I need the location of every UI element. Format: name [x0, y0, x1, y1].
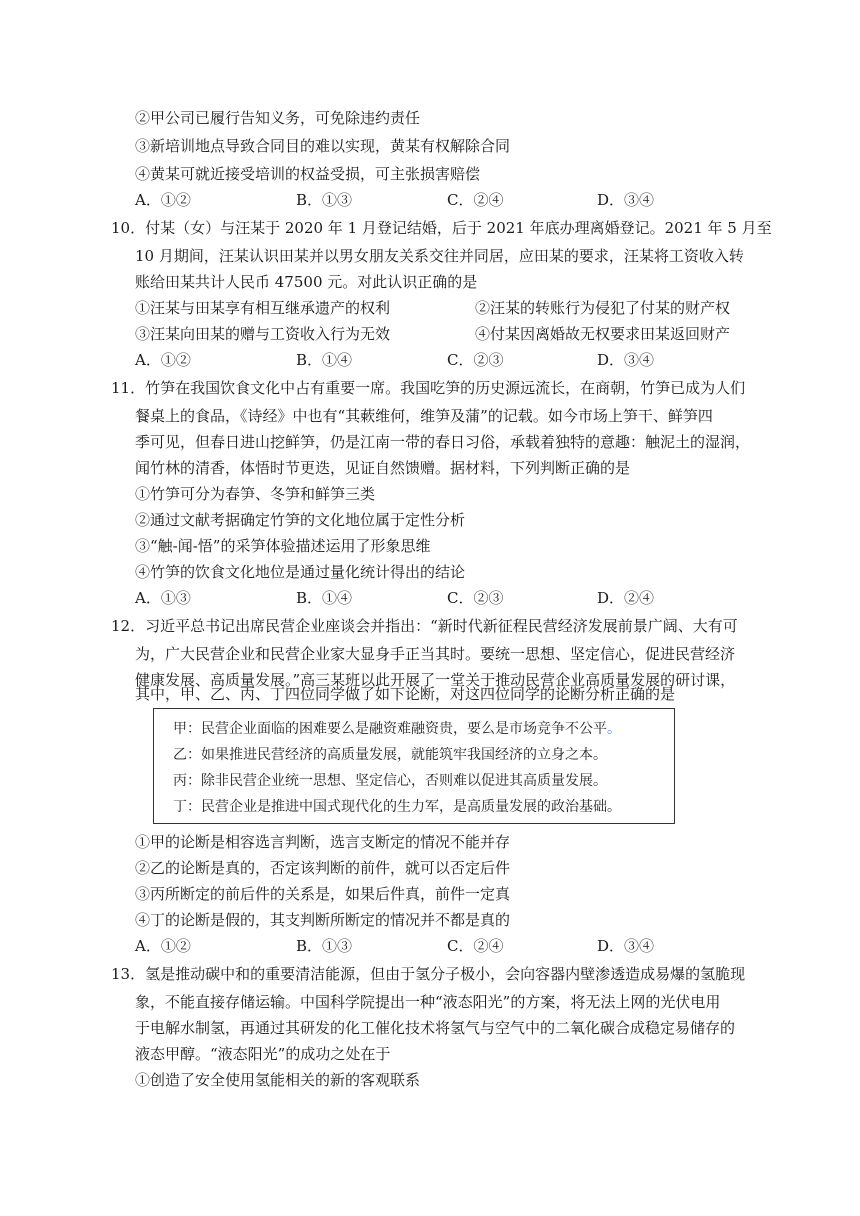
- q12-option-b: B．①③: [296, 937, 353, 955]
- q12-argument-bing: 丙：除非民营企业统一思想、坚定信心，否则难以促进其高质量发展。: [173, 773, 607, 789]
- q9-options: [135, 190, 775, 210]
- q12-option-d: D．③④: [597, 937, 655, 955]
- q11-stem-line-1: 11．竹笋在我国饮食文化中占有重要一席。我国吃笋的历史源远流长，在商朝，竹笋已成为人们: [111, 379, 746, 397]
- q12-options: [135, 936, 775, 956]
- q10-options: [135, 350, 775, 370]
- q13-stem-line-2: 象，不能直接存储运输。中国科学院提出一种“液态阳光”的方案，将无法上网的光伏电用: [135, 993, 721, 1011]
- q11-stem-line-3: 季可见，但春日进山挖鲜笋，仍是江南一带的春日习俗，承载着独特的意趣：触泥土的湿润，: [135, 433, 751, 451]
- q10-stem-line-1: 10．付某（女）与汪某于 2020 年 1 月登记结婚，后于 2021 年底办理离婚登记。2021 年 5 月至: [111, 219, 772, 237]
- q13-stem-line-4: 液态甲醇。“液态阳光”的成功之处在于: [135, 1045, 391, 1063]
- q11-statement-1: ①竹笋可分为春笋、冬笋和鲜笋三类: [135, 485, 376, 503]
- q9-option-b: B．①③: [296, 191, 353, 209]
- q12-statement-3: ③丙所断定的前后件的关系是，如果后件真，前件一定真: [135, 885, 511, 903]
- q12-argument-jia-text: 甲：民营企业面临的困难要么是融资难融资贵，要么是市场竞争不公平: [173, 721, 607, 737]
- q11-option-a: A．①③: [135, 589, 191, 607]
- q12-statement-4: ④丁的论断是假的，其支判断所断定的情况并不都是真的: [135, 911, 511, 929]
- q10-statement-1: ①汪某与田某享有相互继承遗产的权利: [135, 299, 391, 317]
- q11-option-c: C．②③: [447, 589, 504, 607]
- q10-statement-4: ④付某因离婚故无权要求田某返回财产: [475, 325, 731, 343]
- q13-statement-1: ①创造了安全使用氢能相关的新的客观联系: [135, 1071, 421, 1089]
- q10-statement-2: ②汪某的转账行为侵犯了付某的财产权: [475, 299, 731, 317]
- q10-statement-3: ③汪某向田某的赠与工资收入行为无效: [135, 325, 391, 343]
- q10-stem-line-3: 账给田某共计人民币 47500 元。对此认识正确的是: [135, 273, 478, 291]
- q10-option-c: C．②③: [447, 351, 504, 369]
- q12-statement-2: ②乙的论断是真的，否定该判断的前件，就可以否定后件: [135, 859, 511, 877]
- q12-argument-jia: [173, 719, 621, 739]
- q12-option-a: A．①②: [135, 937, 191, 955]
- q12-argument-jia-period: 。: [607, 721, 621, 737]
- q9-option-a: A．①②: [135, 191, 191, 209]
- q12-statement-1: ①甲的论断是相容选言判断，选言支断定的情况不能并存: [135, 833, 511, 851]
- q12-stem-line-1: 12．习近平总书记出席民营企业座谈会并指出：“新时代新征程民营经济发展前景广阔、大有可: [111, 617, 738, 635]
- q9-option-d: D．③④: [597, 191, 655, 209]
- q10-statements-row-2: [135, 324, 775, 344]
- q11-stem-line-4: 闻竹林的清香，体悟时节更迭，见证自然馈赠。据材料，下列判断正确的是: [135, 459, 631, 477]
- q11-statement-4: ④竹笋的饮食文化地位是通过量化统计得出的结论: [135, 563, 466, 581]
- q13-stem-line-3: 于电解水制氢，再通过其研发的化工催化技术将氢气与空气中的二氧化碳合成稳定易储存的: [135, 1019, 736, 1037]
- q11-option-b: B．①④: [296, 589, 353, 607]
- q10-option-a: A．①②: [135, 351, 191, 369]
- q10-option-b: B．①④: [296, 351, 353, 369]
- q12-arguments-box: [153, 708, 675, 824]
- q11-option-d: D．②④: [597, 589, 655, 607]
- q9-statement-2: ②甲公司已履行告知义务，可免除违约责任: [135, 109, 421, 127]
- q12-stem-line-2: 为，广大民营企业和民营企业家大显身手正当其时。要统一思想、坚定信心，促进民营经济: [135, 645, 736, 663]
- q12-stem-line-3: 健康发展、高质量发展。”高三某班以此开展了一堂关于推动民营企业高质量发展的研讨课，: [135, 671, 736, 689]
- q13-stem-line-1: 13．氢是推动碳中和的重要清洁能源，但由于氢分子极小，会向容器内壁渗透造成易爆的氢脆现: [111, 965, 746, 983]
- q9-option-c: C．②④: [447, 191, 504, 209]
- q11-statement-2: ②通过文献考据确定竹笋的文化地位属于定性分析: [135, 511, 466, 529]
- q10-stem-line-2: 10 月期间，汪某认识田某并以男女朋友关系交往并同居，应田某的要求，汪某将工资收入转: [135, 247, 744, 265]
- q10-statements-row-1: [135, 298, 775, 318]
- q9-statement-3: ③新培训地点导致合同目的难以实现，黄某有权解除合同: [135, 137, 511, 155]
- q9-statement-4: ④黄某可就近接受培训的权益受损，可主张损害赔偿: [135, 165, 481, 183]
- q10-option-d: D．③④: [597, 351, 655, 369]
- q11-options: [135, 588, 775, 608]
- q12-stem-line-4: 其中，甲、乙、丙、丁四位同学做了如下论断，对这四位同学的论断分析正确的是: [135, 685, 676, 703]
- q12-option-c: C．②④: [447, 937, 504, 955]
- q12-argument-yi: 乙：如果推进民营经济的高质量发展，就能筑牢我国经济的立身之本。: [173, 747, 607, 763]
- q11-statement-3: ③“触-闻-悟”的采笋体验描述运用了形象思维: [135, 537, 431, 555]
- q12-argument-ding: 丁：民营企业是推进中国式现代化的生力军，是高质量发展的政治基础。: [173, 799, 621, 815]
- q11-stem-line-2: 餐桌上的食品，《诗经》中也有“其蔌维何，维笋及蒲”的记载。如今市场上笋干、鲜笋四: [135, 407, 713, 425]
